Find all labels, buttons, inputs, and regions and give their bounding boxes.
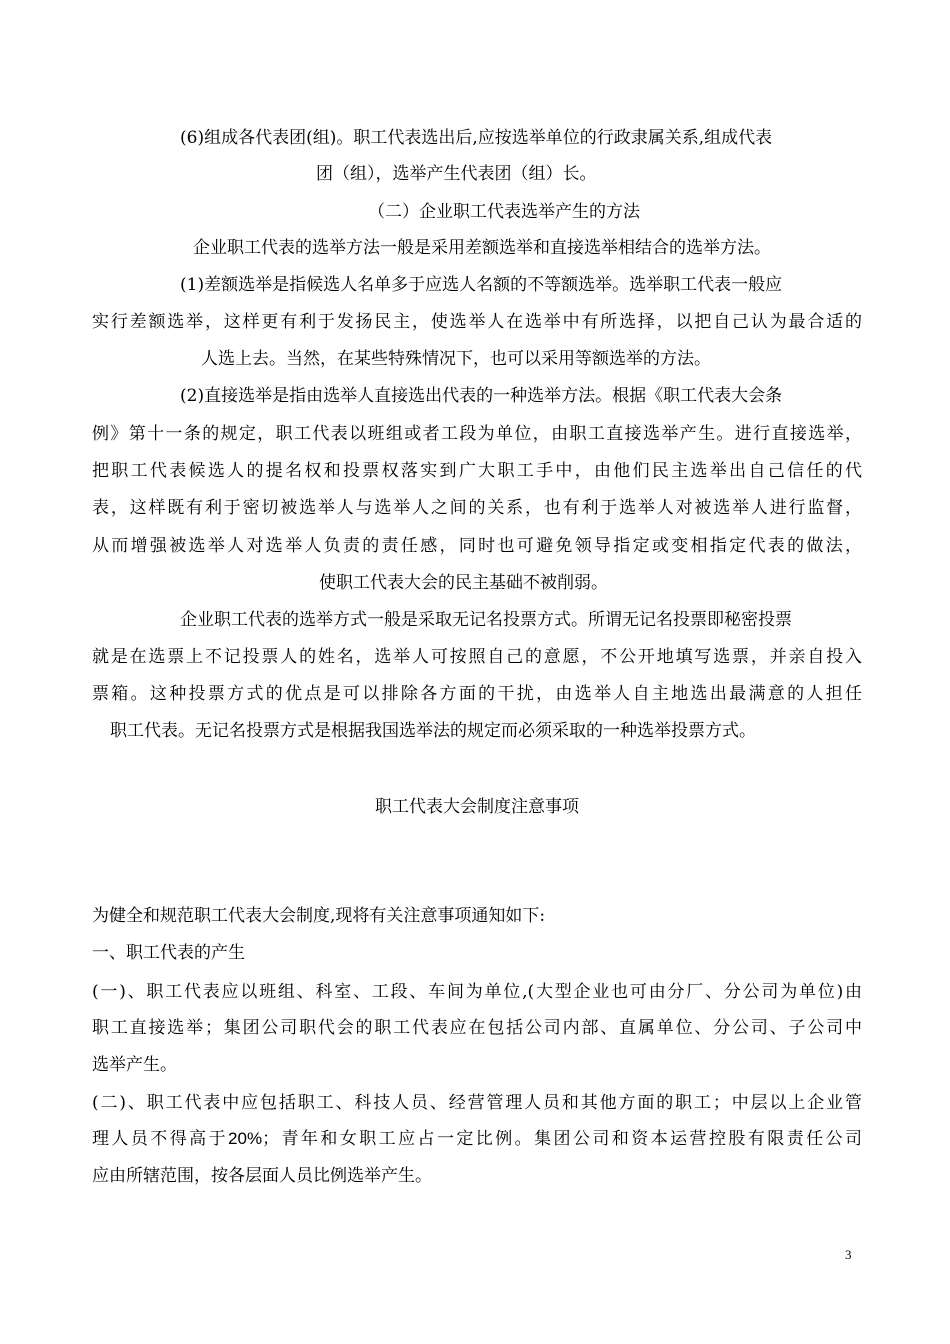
text-line: 从而增强被选举人对选举人负责的责任感，同时也可避免领导指定或变相指定代表的做法， xyxy=(92,536,862,556)
text-line: (6)组成各代表团(组)。职工代表选出后,应按选举单位的行政隶属关系,组成代表 xyxy=(180,128,773,148)
section-heading: 一、职工代表的产生 xyxy=(92,943,245,963)
text-line: (二)、职工代表中应包括职工、科技人员、经营管理人员和其他方面的职工；中层以上企业管 xyxy=(92,1093,862,1113)
text-line: 企业职工代表的选举方法一般是采用差额选举和直接选举相结合的选举方法。 xyxy=(193,238,771,258)
text-line: (一)、职工代表应以班组、科室、工段、车间为单位,(大型企业也可由分厂、分公司为单位)由 xyxy=(92,982,862,1002)
text-line: 使职工代表大会的民主基础不被削弱。 xyxy=(319,573,608,593)
intro-text: 为健全和规范职工代表大会制度,现将有关注意事项通知如下: xyxy=(92,906,546,926)
text-line: 职工代表。无记名投票方式是根据我国选举法的规定而必须采取的一种选举投票方式。 xyxy=(110,721,756,741)
text-segment: 理人员不得高于 xyxy=(92,1129,229,1149)
text-line: 就是在选票上不记投票人的姓名，选举人可按照自己的意愿，不公开地填写选票，并亲自投入 xyxy=(92,647,862,667)
document-heading: 职工代表大会制度注意事项 xyxy=(375,797,579,817)
section-subheading: （二）企业职工代表选举产生的方法 xyxy=(368,202,640,222)
text-line: 例》第十一条的规定，职工代表以班组或者工段为单位，由职工直接选举产生。进行直接选举， xyxy=(92,424,862,444)
text-line: 应由所辖范围，按各层面人员比例选举产生。 xyxy=(92,1166,432,1186)
text-line: 职工直接选举；集团公司职代会的职工代表应在包括公司内部、直属单位、分公司、子公司中 xyxy=(92,1018,862,1038)
text-line: 人选上去。当然，在某些特殊情况下，也可以采用等额选举的方法。 xyxy=(201,349,711,369)
page-number: 3 xyxy=(845,1247,852,1262)
text-line: 表，这样既有利于密切被选举人与选举人之间的关系，也有利于选举人对被选举人进行监督， xyxy=(92,498,862,518)
percent-value: 20% xyxy=(228,1129,263,1148)
text-line: 选举产生。 xyxy=(92,1055,177,1075)
text-line: (2)直接选举是指由选举人直接选出代表的一种选举方法。根据《职工代表大会条 xyxy=(180,386,783,406)
text-line: 企业职工代表的选举方式一般是采取无记名投票方式。所谓无记名投票即秘密投票 xyxy=(180,610,792,630)
text-line xyxy=(92,1128,862,1150)
text-line: 实行差额选举，这样更有利于发扬民主，使选举人在选举中有所选择，以把自己认为最合适的 xyxy=(92,312,862,332)
text-line: 把职工代表候选人的提名权和投票权落实到广大职工手中，由他们民主选举出自己信任的代 xyxy=(92,461,862,481)
text-segment: ；青年和女职工应占一定比例。集团公司和资本运营控股有限责任公司 xyxy=(262,1129,863,1149)
text-line: 票箱。这种投票方式的优点是可以排除各方面的干扰，由选举人自主地选出最满意的人担任 xyxy=(92,684,862,704)
text-line: 团（组），选举产生代表团（组）长。 xyxy=(316,164,597,184)
text-line: (1)差额选举是指候选人名单多于应选人名额的不等额选举。选举职工代表一般应 xyxy=(180,275,783,295)
